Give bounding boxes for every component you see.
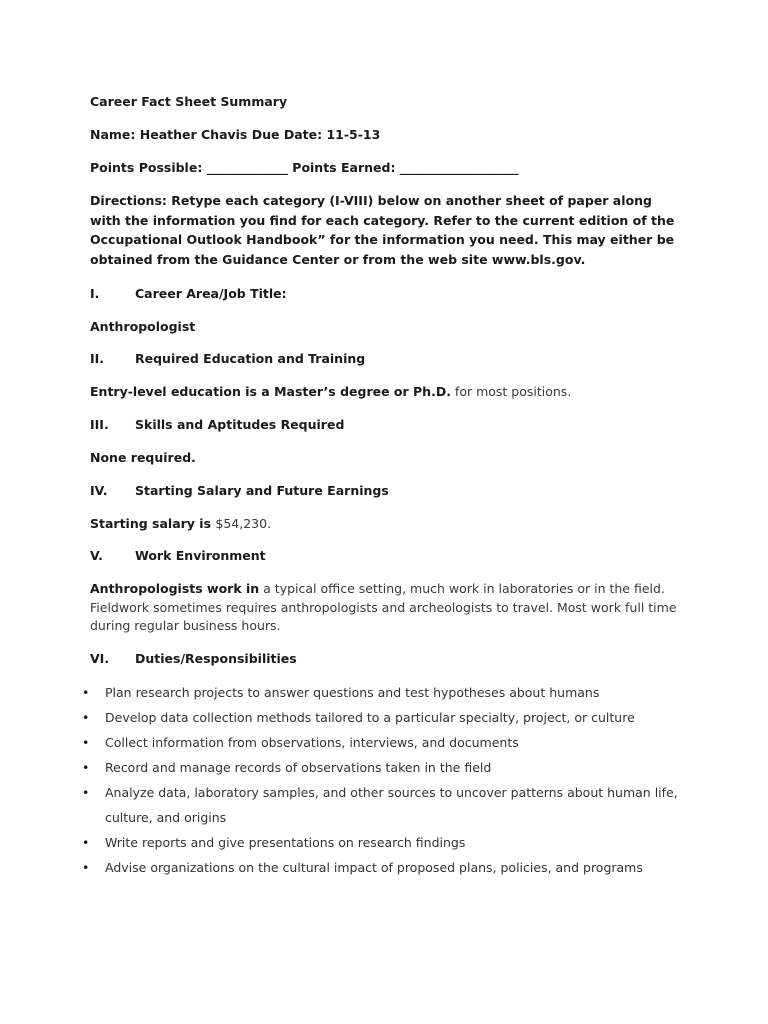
section-numeral: II. (90, 351, 105, 366)
section-answer-1: Anthropologist (90, 319, 196, 334)
duty-text: Plan research projects to answer questions and test hypotheses about humans (105, 685, 600, 700)
duties-list (80, 680, 680, 880)
answer-bold-text: Starting salary is (90, 516, 216, 531)
document-title: Career Fact Sheet Summary (90, 94, 288, 109)
section-title: Skills and Aptitudes Required (135, 417, 345, 432)
list-item (80, 705, 680, 730)
answer-light-text: $54,230. (215, 516, 272, 531)
section-numeral: IV. (90, 483, 108, 498)
section-title: Starting Salary and Future Earnings (135, 483, 389, 498)
section-numeral: I. (90, 286, 100, 301)
list-item (80, 780, 680, 830)
duty-text: Record and manage records of observations taken in the field (105, 760, 492, 775)
section-heading-6 (90, 649, 297, 668)
name-due-date-line: Name: Heather Chavis Due Date: 11-5-13 (90, 127, 381, 142)
section-answer-3: None required. (90, 450, 196, 465)
bullet-icon: • (82, 835, 90, 850)
section-heading-5 (90, 546, 266, 565)
bullet-icon: • (82, 735, 90, 750)
section-numeral: V. (90, 548, 103, 563)
answer-light-text: a typical office setting, much work in laboratories or in the field. Fieldwork sometimes requires anthropologists and archeologists to travel. Most work full time during regular business hours. (90, 581, 677, 633)
section-heading-3 (90, 415, 344, 434)
list-item (80, 755, 680, 780)
answer-bold-text: Anthropologists work in (90, 581, 260, 596)
bullet-icon: • (82, 760, 90, 775)
section-numeral: VI. (90, 651, 110, 666)
section-title: Work Environment (135, 548, 266, 563)
answer-light-text: for most positions. (450, 384, 572, 399)
list-item (80, 680, 680, 705)
section-heading-1 (90, 284, 287, 303)
section-title: Duties/Responsibilities (135, 651, 297, 666)
section-heading-2 (90, 349, 365, 368)
list-item (80, 830, 680, 855)
section-answer-5 (90, 580, 680, 636)
duty-text: Write reports and give presentations on research findings (105, 835, 466, 850)
points-line: Points Possible: _____________ Points Earned: ___________________ (90, 160, 519, 175)
answer-bold-text: Entry-level education is a Master’s degree or Ph.D. (90, 384, 451, 399)
section-answer-2 (90, 382, 571, 401)
bullet-icon: • (82, 785, 90, 800)
bullet-icon: • (82, 710, 90, 725)
duty-text: Collect information from observations, interviews, and documents (105, 735, 519, 750)
list-item (80, 730, 680, 755)
duty-text: Analyze data, laboratory samples, and other sources to uncover patterns about human life, culture, and origins (105, 785, 678, 825)
section-title: Career Area/Job Title: (135, 286, 287, 301)
section-answer-4 (90, 514, 271, 533)
list-item (80, 855, 680, 880)
bullet-icon: • (82, 860, 90, 875)
duty-text: Develop data collection methods tailored to a particular specialty, project, or culture (105, 710, 635, 725)
section-title: Required Education and Training (135, 351, 366, 366)
section-heading-4 (90, 481, 389, 500)
directions-paragraph: Directions: Retype each category (I-VIII) below on another sheet of paper along with the information you find for each category. Refer to the current edition of the Occupational Outlook Handbook” for the information you need. This may either be obtained from the Guidance Center or from the web site www.bls.gov. (90, 193, 675, 267)
bullet-icon: • (82, 685, 90, 700)
duty-text: Advise organizations on the cultural impact of proposed plans, policies, and programs (105, 860, 643, 875)
section-numeral: III. (90, 417, 109, 432)
